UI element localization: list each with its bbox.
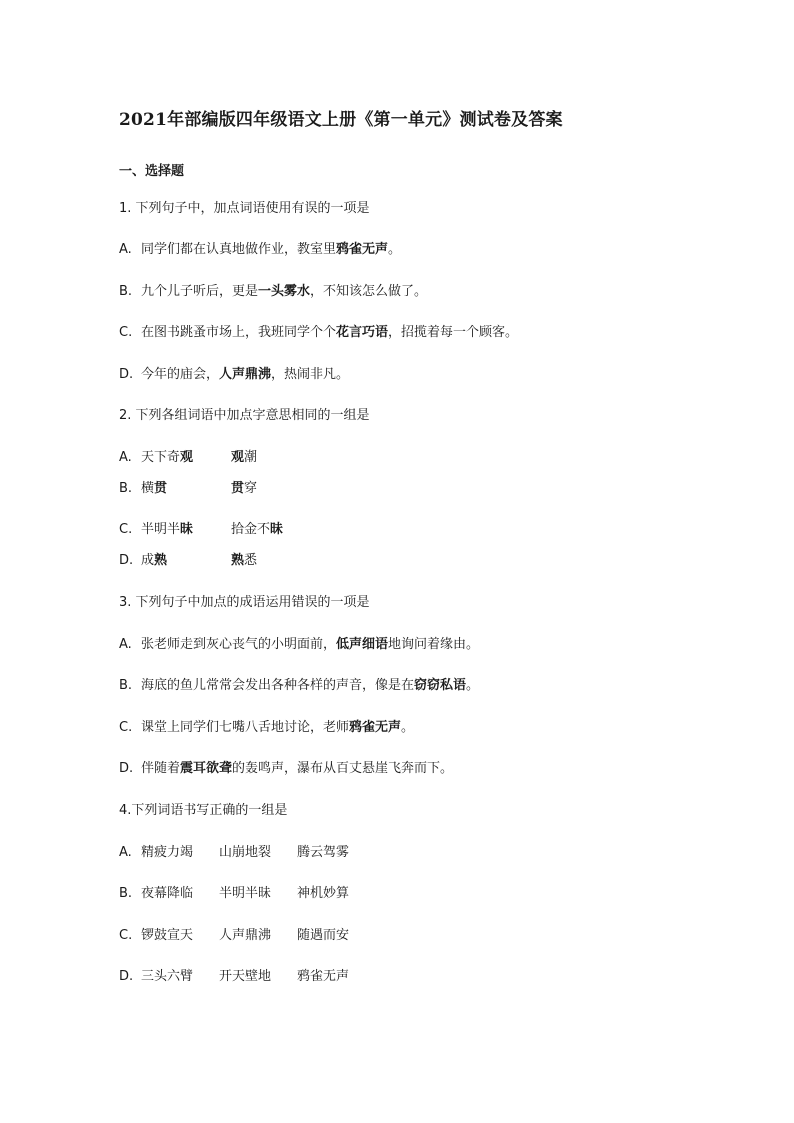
option-word-2: 半明半昧 [219, 886, 272, 901]
option-word-2: 观潮 [231, 450, 258, 465]
question-4-option-c [119, 928, 349, 944]
option-letter: A. [119, 637, 132, 652]
question-3-option-c [119, 720, 414, 736]
option-word-2: 山崩地裂 [219, 845, 272, 860]
section-heading: 一、选择题 [119, 164, 185, 179]
option-word-1: 三头六臂 [141, 969, 194, 984]
option-word-3: 神机妙算 [297, 886, 350, 901]
option-word-3: 随遇而安 [297, 928, 350, 943]
option-word-1: 精疲力竭 [141, 845, 194, 860]
option-text-post: 。 [388, 242, 402, 257]
option-letter: D. [119, 553, 134, 568]
question-4-option-d [119, 969, 349, 985]
option-letter: C. [119, 928, 133, 943]
option-text-post: ，不知该怎么做了。 [310, 284, 428, 299]
option-word-1: 半明半昧 [141, 522, 194, 537]
question-3-option-a [119, 637, 479, 653]
option-word-1: 锣鼓宣天 [141, 928, 194, 943]
option-letter: B. [119, 284, 133, 299]
option-letter: D. [119, 969, 134, 984]
option-text-pre: 九个儿子听后，更是 [141, 284, 259, 299]
option-letter: A. [119, 845, 132, 860]
question-4-stem: 4.下列词语书写正确的一组是 [119, 803, 288, 818]
option-word-2: 贯穿 [231, 481, 258, 496]
option-text-pre: 课堂上同学们七嘴八舌地讨论，老师 [141, 720, 350, 735]
question-3-option-b [119, 678, 479, 694]
question-3-stem: 3. 下列句子中加点的成语运用错误的一项是 [119, 595, 370, 610]
option-text-emphasis: 低声细语 [336, 637, 389, 652]
option-letter: B. [119, 481, 133, 496]
option-word-1: 天下奇观 [141, 450, 194, 465]
question-2-option-c [119, 522, 283, 538]
option-text-emphasis: 花言巧语 [336, 325, 389, 340]
question-1-option-a [119, 242, 401, 258]
option-word-2: 开天壁地 [219, 969, 272, 984]
option-text-emphasis: 人声鼎沸 [219, 367, 272, 382]
question-1-option-b [119, 284, 427, 300]
option-letter: C. [119, 522, 133, 537]
option-letter: A. [119, 450, 132, 465]
question-2-option-d [119, 553, 257, 569]
page-title: 2021年部编版四年级语文上册《第一单元》测试卷及答案 [119, 110, 563, 130]
option-word-1: 成熟 [141, 553, 168, 568]
option-letter: C. [119, 325, 133, 340]
option-word-3: 腾云驾雾 [297, 845, 350, 860]
option-text-post: 。 [401, 720, 415, 735]
option-text-post: 。 [466, 678, 480, 693]
option-letter: B. [119, 678, 133, 693]
option-text-pre: 海底的鱼儿常常会发出各种各样的声音，像是在 [141, 678, 415, 693]
option-word-1: 夜幕降临 [141, 886, 194, 901]
option-text-emphasis: 鸦雀无声 [336, 242, 389, 257]
question-4-option-b [119, 886, 349, 902]
option-letter: A. [119, 242, 132, 257]
option-text-post: ，热闹非凡。 [271, 367, 350, 382]
question-2-option-b [119, 481, 257, 497]
option-text-post: 的轰鸣声，瀑布从百丈悬崖飞奔而下。 [232, 761, 454, 776]
option-text-emphasis: 窃窃私语 [414, 678, 467, 693]
option-letter: D. [119, 367, 134, 382]
option-word-2: 人声鼎沸 [219, 928, 272, 943]
option-text-emphasis: 震耳欲聋 [180, 761, 233, 776]
option-text-post: 地询问着缘由。 [388, 637, 480, 652]
option-letter: C. [119, 720, 133, 735]
option-text-emphasis: 一头雾水 [258, 284, 311, 299]
option-text-post: ，招揽着每一个顾客。 [388, 325, 519, 340]
question-3-option-d [119, 761, 453, 777]
option-text-pre: 伴随着 [141, 761, 181, 776]
question-2-option-a [119, 450, 257, 466]
question-1-stem: 1. 下列句子中，加点词语使用有误的一项是 [119, 201, 370, 216]
option-letter: D. [119, 761, 134, 776]
option-text-pre: 在图书跳蚤市场上，我班同学个个 [141, 325, 337, 340]
option-text-emphasis: 鸦雀无声 [349, 720, 402, 735]
option-word-1: 横贯 [141, 481, 168, 496]
option-text-pre: 同学们都在认真地做作业，教室里 [141, 242, 337, 257]
question-2-stem: 2. 下列各组词语中加点字意思相同的一组是 [119, 408, 370, 423]
option-text-pre: 张老师走到灰心丧气的小明面前， [141, 637, 337, 652]
option-letter: B. [119, 886, 133, 901]
option-text-pre: 今年的庙会， [141, 367, 220, 382]
question-1-option-d [119, 367, 349, 383]
question-1-option-c [119, 325, 518, 341]
option-word-2: 拾金不昧 [231, 522, 284, 537]
question-4-option-a [119, 845, 349, 861]
option-word-2: 熟悉 [231, 553, 258, 568]
option-word-3: 鸦雀无声 [297, 969, 350, 984]
